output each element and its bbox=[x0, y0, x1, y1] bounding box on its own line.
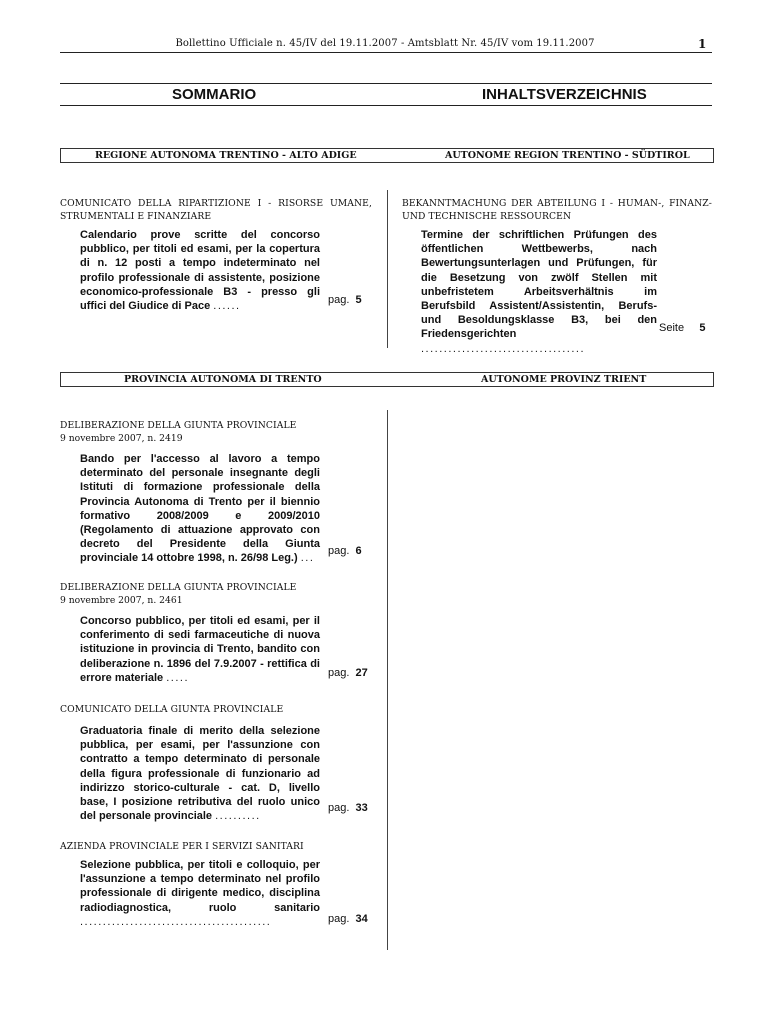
page-label: pag. bbox=[328, 802, 350, 814]
entry-title-concorso bbox=[80, 614, 320, 685]
entry-heading-comunicato-giunta: COMUNICATO DELLA GIUNTA PROVINCIALE bbox=[60, 704, 284, 715]
entry-title-text: Calendario prove scritte del concorso pubblico, per titoli ed esami, per la copertura di n. 12 posti a tempo indeterminato nel profilo professionale di assistente, posizione economico-professionale B3 - presso gli uffici del Giudice di Pace bbox=[80, 229, 320, 313]
page-value: 27 bbox=[355, 667, 368, 679]
entry-heading-deliberazione-2419: DELIBERAZIONE DELLA GIUNTA PROVINCIALE bbox=[60, 420, 297, 431]
page-ref-e1-it bbox=[328, 294, 362, 306]
section-label-region-it: REGIONE AUTONOMA TRENTINO - ALTO ADIGE bbox=[95, 150, 357, 161]
entry-date-2461: 9 novembre 2007, n. 2461 bbox=[60, 595, 183, 606]
title-sommario: SOMMARIO bbox=[172, 86, 257, 103]
page-label: pag. bbox=[328, 545, 350, 557]
running-header: Bollettino Ufficiale n. 45/IV del 19.11.2007 - Amtsblatt Nr. 45/IV vom 19.11.2007 bbox=[175, 38, 595, 49]
leader-dots: ... bbox=[300, 552, 315, 565]
entry-title-text: Graduatoria finale di merito della selezione pubblica, per esami, per l'assunzione con contratto a tempo determinato di personale della figura professionale di funzionario ad indirizzo storico-culturale - cat. D, livello base, I posizione retributiva del ruolo unico del personale provinciale bbox=[80, 725, 320, 823]
entry-heading-azienda-sanitaria: AZIENDA PROVINCIALE PER I SERVIZI SANITARI bbox=[60, 841, 304, 852]
entry-title-text: Selezione pubblica, per titoli e colloquio, per l'assunzione a tempo determinato nel profilo professionale di dirigente medico, disciplina radiodiagnostica, ruolo sanitario bbox=[80, 859, 320, 914]
leader-dots: ..... bbox=[166, 671, 190, 684]
section-label-province-de: AUTONOME PROVINZ TRIENT bbox=[481, 374, 647, 385]
page-ref-e5 bbox=[328, 913, 368, 925]
section-box-region bbox=[60, 148, 714, 163]
section-box-province bbox=[60, 372, 714, 387]
section-label-region-de: AUTONOME REGION TRENTINO - SÜDTIROL bbox=[445, 150, 690, 161]
page-value: 34 bbox=[355, 913, 368, 925]
entry-title-selezione bbox=[80, 858, 320, 929]
entry-title-text: Termine der schriftlichen Prüfungen des öffentlichen Wettbewerbs, nach Bewertungsunterlagen und Prüfungen, für die Besetzung von zwölf Stellen mit unbefristetem Arbeitsverhältnis im Berufsbild Assistent/Assistentin, Berufs- und Besoldungsklasse B3, bei den Friedensgerichten bbox=[421, 229, 657, 341]
leader-dots: .......... bbox=[215, 810, 261, 823]
entry-title-text: Bando per l'accesso al lavoro a tempo determinato del personale insegnante degli Istituti di formazione professionale della Provincia Autonoma di Trento per il biennio formativo 2008/2009 e 2009/2010 (Regolamento di attuazione approvato con decreto del Presidente della Giunta provinciale 14 ottobre 1998, n. 26/98 Leg.) bbox=[80, 453, 320, 565]
entry-title-bando bbox=[80, 452, 320, 566]
page-label: pag. bbox=[328, 294, 350, 306]
entry-title-graduatoria bbox=[80, 724, 320, 823]
leader-dots: .......................................... bbox=[80, 915, 272, 928]
leader-dots: .................................... bbox=[421, 342, 586, 355]
page-label: pag. bbox=[328, 913, 350, 925]
page-value: 5 bbox=[699, 322, 706, 334]
entry-heading-deliberazione-2461: DELIBERAZIONE DELLA GIUNTA PROVINCIALE bbox=[60, 582, 297, 593]
column-divider-upper bbox=[387, 190, 388, 348]
entry-heading-abteilung-de: BEKANNTMACHUNG DER ABTEILUNG I - HUMAN-, FINANZ- UND TECHNISCHE RESSOURCEN bbox=[402, 198, 712, 222]
entry-title-text: Concorso pubblico, per titoli ed esami, per il conferimento di sedi farmaceutiche di nuova istituzione in provincia di Trento, bandito con deliberazione n. 1896 del 7.9.2007 - rettifica di errore materiale bbox=[80, 615, 320, 684]
section-label-province-it: PROVINCIA AUTONOMA DI TRENTO bbox=[124, 374, 322, 385]
page-number: 1 bbox=[698, 37, 707, 51]
page-ref-e2 bbox=[328, 545, 362, 557]
title-rule-bottom bbox=[60, 105, 712, 106]
leader-dots: ...... bbox=[213, 300, 241, 313]
page-ref-e3 bbox=[328, 667, 368, 679]
page-value: 5 bbox=[355, 294, 362, 306]
header-rule bbox=[60, 52, 712, 53]
entry-title-calendario bbox=[80, 228, 320, 313]
entry-heading-ripartizione-it: COMUNICATO DELLA RIPARTIZIONE I - RISORSE UMANE, STRUMENTALI E FINANZIARE bbox=[60, 198, 372, 222]
page-ref-e1-de bbox=[659, 322, 705, 334]
page-value: 33 bbox=[355, 802, 368, 814]
entry-title-termine bbox=[421, 228, 657, 356]
page-label: Seite bbox=[659, 322, 685, 334]
page-label: pag. bbox=[328, 667, 350, 679]
page-value: 6 bbox=[355, 545, 362, 557]
title-inhaltsverzeichnis: INHALTSVERZEICHNIS bbox=[482, 86, 647, 103]
page-ref-e4 bbox=[328, 802, 368, 814]
title-rule-top bbox=[60, 83, 712, 84]
entry-date-2419: 9 novembre 2007, n. 2419 bbox=[60, 433, 183, 444]
column-divider-lower bbox=[387, 410, 388, 950]
